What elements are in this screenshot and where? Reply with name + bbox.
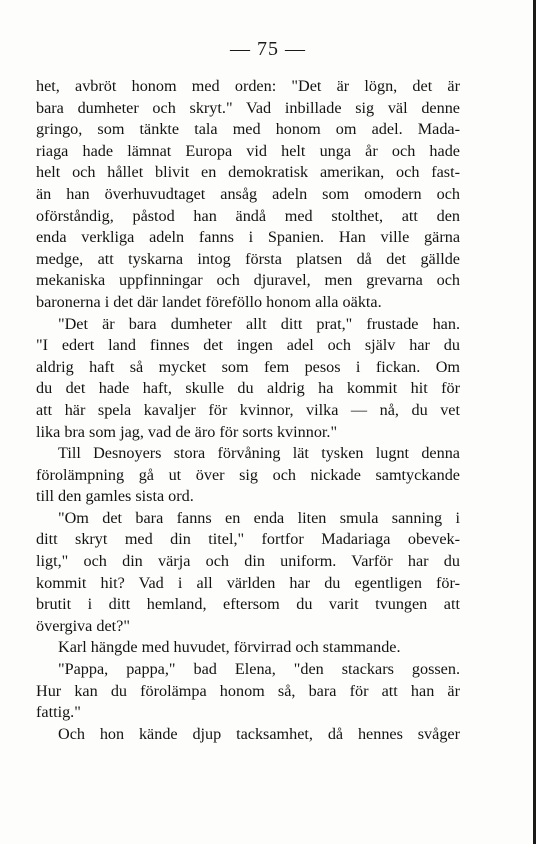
text-line: du det hade haft, skulle du aldrig ha kommit hit för	[36, 379, 460, 398]
text-line: mekaniska uppfinningar och djuravel, men grevarna och	[36, 271, 460, 290]
text-line: riaga hade lämnat Europa vid helt unga år och hade	[36, 141, 460, 160]
text-line: baronerna i det där landet föreföllo honom alla oäkta.	[36, 292, 382, 311]
text-line: ligt," och din värja och din uniform. Varför har du	[36, 552, 460, 571]
text-line: het, avbröt honom med orden: "Det är lögn, det är	[36, 77, 460, 95]
text-line: lika bra som jag, vad de äro för sorts kvinnor."	[36, 422, 338, 441]
text-line: fattig."	[36, 703, 81, 722]
text-line: bara dumheter och skryt." Vad inbillade sig väl denne	[36, 98, 460, 117]
text-line: medge, att tyskarna intog första platsen då det gällde	[36, 249, 460, 268]
text-line: enda verkliga adeln fanns i Spanien. Han ville gärna	[36, 228, 460, 247]
text-line: övergiva det?"	[36, 616, 130, 635]
body-text	[36, 76, 460, 745]
text-line: att här spela kavaljer för kvinnor, vilka — nå, du vet	[36, 400, 460, 419]
text-line: förolämpning gå ut över sig och nickade samtyckande	[36, 465, 460, 484]
text-line: helt och hållet blivit en demokratisk amerikan, och fast-	[36, 163, 460, 182]
page-number: — 75 —	[230, 38, 306, 60]
text-line: brutit i ditt hemland, eftersom du varit tvungen att	[36, 595, 460, 614]
text-line: gringo, som tänkte tala med honom om adel. Mada-	[36, 120, 460, 139]
text-line: aldrig haft så mycket som fem pesos i fickan. Om	[36, 357, 460, 376]
text-line: Till Desnoyers stora förvåning lät tysken lugnt denna	[58, 444, 460, 463]
text-line: än han överhuvudtaget ansåg adeln som omodern och	[36, 184, 460, 203]
text-line: kommit hit? Vad i all världen har du egentligen för-	[36, 573, 460, 592]
text-line: "Om det bara fanns en enda liten smula sanning i	[58, 508, 460, 527]
text-line: "I edert land finnes det ingen adel och själv har du	[36, 336, 460, 355]
text-line: "Pappa, pappa," bad Elena, "den stackars gossen.	[58, 660, 460, 679]
text-line: oförståndig, påstod han ändå med stolthet, att den	[36, 206, 460, 225]
text-line: Hur kan du förolämpa honom så, bara för att han är	[36, 681, 460, 700]
text-line: Karl hängde med huvudet, förvirrad och stammande.	[58, 638, 401, 657]
text-line: till den gamles sista ord.	[36, 487, 194, 506]
text-line: ditt skryt med din titel," fortfor Madariaga obevek-	[36, 530, 460, 549]
text-line: Och hon kände djup tacksamhet, då hennes svåger	[58, 724, 460, 743]
text-line: "Det är bara dumheter allt ditt prat," frustade han.	[58, 314, 460, 333]
